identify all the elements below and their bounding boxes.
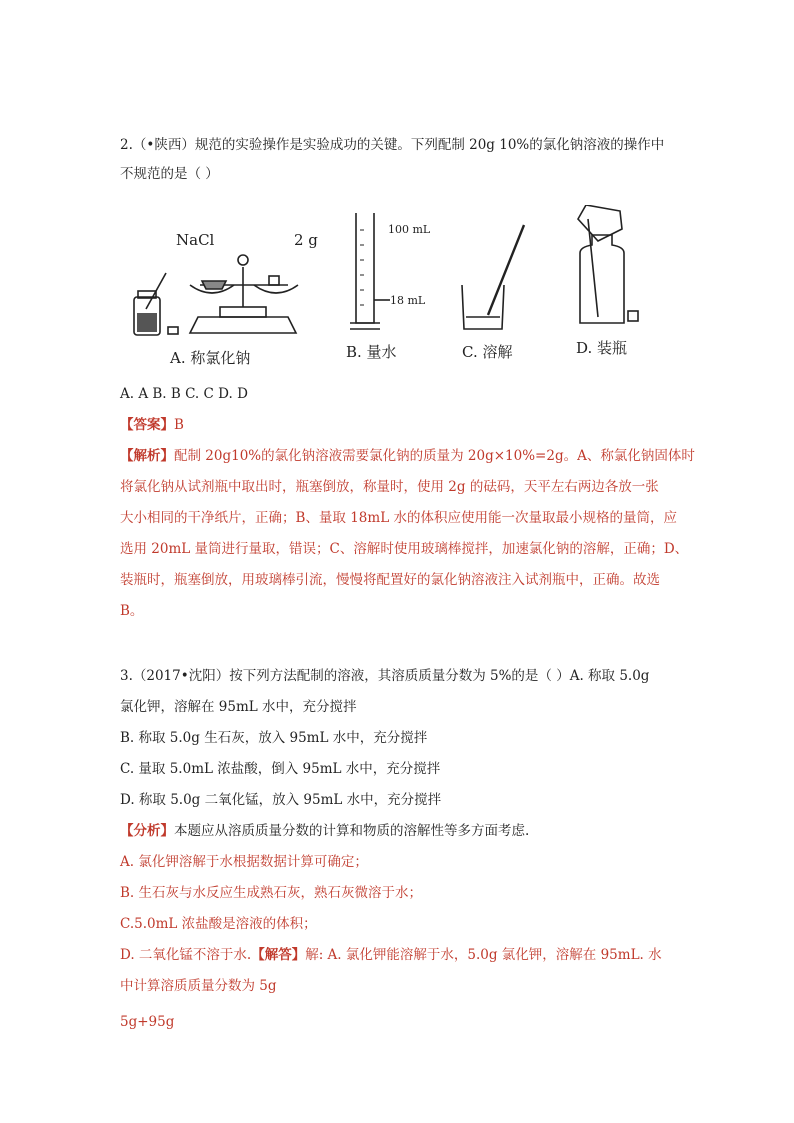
analysis-tag: 【解析】 [120, 448, 174, 464]
caption-b: B. 量水 [346, 343, 397, 361]
q2-stem-line2: 不规范的是（ ） [120, 166, 219, 182]
q2-options: A. A B. B C. C D. D [120, 386, 248, 402]
q3-fraction-denominator: 5g+95g [120, 1014, 175, 1030]
q2-analysis-line5: 装瓶时，瓶塞倒放，用玻璃棒引流，慢慢将配置好的氯化钠溶液注入试剂瓶中，正确。故选 [120, 572, 660, 588]
q3-last-line: 中计算溶质质量分数为 5g [120, 978, 277, 994]
q2-analysis-line1: 【解析】配制 20g10%的氯化钠溶液需要氯化钠的质量为 20g×10%=2g。A、称氯化钠固体时 [120, 448, 695, 464]
q3-fenxi: 【分析】本题应从溶质质量分数的计算和物质的溶解性等多方面考虑. [120, 823, 530, 839]
q2-analysis-line3: 大小相同的干净纸片，正确；B、量取 18mL 水的体积应使用能一次量取最小规格的量筒，应 [120, 510, 677, 526]
caption-d: D. 装瓶 [576, 339, 628, 357]
q3-b-line: B. 生石灰与水反应生成熟石灰，熟石灰微溶于水； [120, 885, 423, 901]
weight-label: 2 g [294, 231, 318, 249]
q2-stem-line1: 2.（•陕西）规范的实验操作是实验成功的关键。下列配制 20g 10%的氯化钠溶液的操作中 [120, 137, 665, 153]
q3-a-line: A. 氯化钾溶解于水根据数据计算可确定； [120, 854, 368, 870]
cylinder-mark-label: 18 mL [390, 294, 426, 307]
nacl-label: NaCl [176, 231, 215, 249]
q2-figure [128, 205, 668, 370]
caption-a: A. 称氯化钠 [170, 349, 251, 367]
q3-stem-line1: 3.（2017•沈阳）按下列方法配制的溶液，其溶质质量分数为 5%的是（ ）A. 称取 5.0g [120, 668, 650, 684]
q3-d-line: D. 二氧化锰不溶于水.【解答】解: A. 氯化钾能溶解于水，5.0g 氯化钾，溶解在 95mL. 水 [120, 947, 662, 963]
q3-option-c: C. 量取 5.0mL 浓盐酸，倒入 95mL 水中，充分搅拌 [120, 761, 441, 777]
q2-answer [120, 416, 184, 434]
balance-icon [190, 255, 298, 333]
fenxi-tag: 【分析】 [120, 823, 174, 839]
pouring-bottle-icon [578, 205, 638, 323]
answer-tag: 【答案】 [120, 417, 174, 433]
q3-option-b: B. 称取 5.0g 生石灰，放入 95mL 水中，充分搅拌 [120, 730, 428, 746]
caption-c: C. 溶解 [462, 343, 513, 361]
q2-analysis-line6: B。 [120, 603, 144, 619]
cylinder-top-label: 100 mL [388, 223, 431, 236]
graduated-cylinder-icon [350, 213, 390, 329]
q3-stem-line2: 氯化钾，溶解在 95mL 水中，充分搅拌 [120, 699, 357, 715]
q3-option-d: D. 称取 5.0g 二氧化锰，放入 95mL 水中，充分搅拌 [120, 792, 442, 808]
bottle-stopper-icon [168, 327, 178, 334]
answer-value: B [174, 417, 184, 433]
jieda-tag: 【解答】 [251, 947, 306, 963]
reagent-bottle-icon [134, 273, 166, 335]
q2-analysis-line2: 将氯化钠从试剂瓶中取出时，瓶塞倒放，称量时，使用 2g 的砝码，天平左右两边各放一张 [120, 479, 659, 495]
q2-analysis-line4: 选用 20mL 量筒进行量取，错误；C、溶解时使用玻璃棒搅拌，加速氯化钠的溶解，正确；D、 [120, 541, 689, 557]
beaker-stirring-icon [462, 225, 524, 329]
q3-c-line: C.5.0mL 浓盐酸是溶液的体积； [120, 916, 317, 932]
